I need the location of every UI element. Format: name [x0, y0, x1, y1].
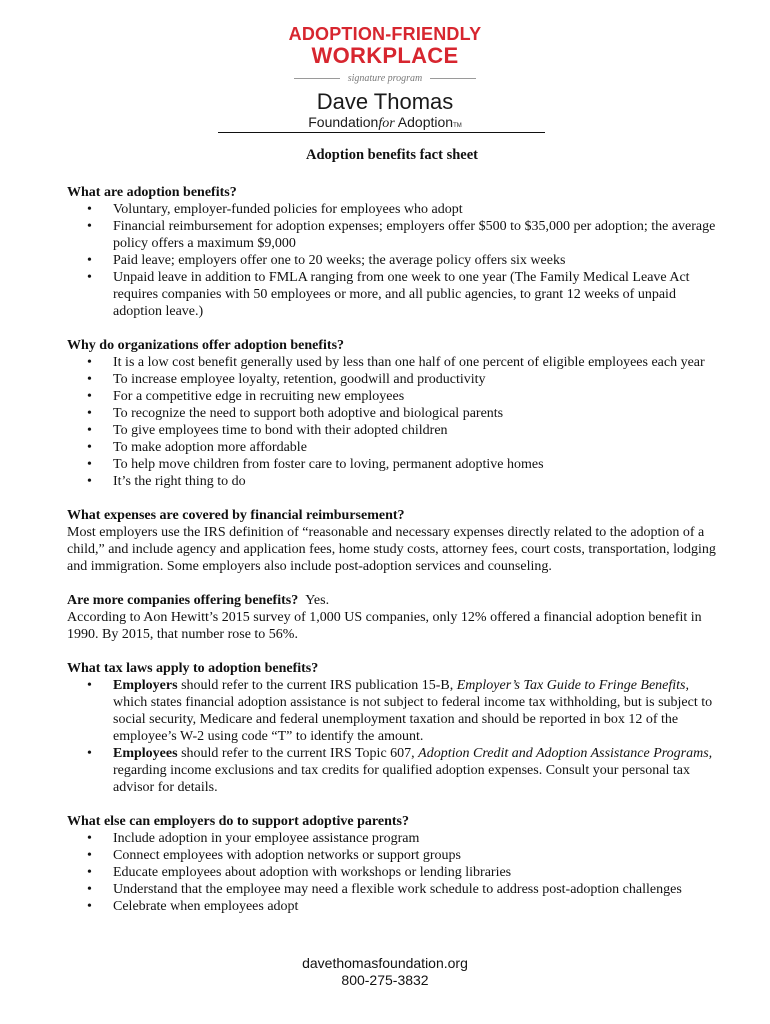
list-item-text: To make adoption more affordable — [113, 440, 307, 455]
bullet-list — [67, 201, 717, 320]
bullet-icon: • — [87, 474, 92, 489]
list-item — [67, 354, 717, 371]
section-heading: What are adoption benefits? — [67, 185, 237, 200]
section-more-companies — [67, 592, 717, 643]
list-item — [67, 371, 717, 388]
list-item-text: Celebrate when employees adopt — [113, 899, 299, 914]
employers-text-a: should refer to the current IRS publication 15-B, — [181, 678, 454, 693]
list-item-text: To increase employee loyalty, retention, goodwill and productivity — [113, 372, 486, 387]
list-item — [67, 864, 717, 881]
employees-topic-title: Adoption Credit and Adoption Assistance Programs, — [418, 746, 713, 761]
bullet-icon: • — [87, 219, 92, 234]
list-item — [67, 269, 717, 320]
list-item-text: Paid leave; employers offer one to 20 weeks; the average policy offers six weeks — [113, 253, 566, 268]
list-item-text: To help move children from foster care to loving, permanent adoptive homes — [113, 457, 544, 472]
employers-publication-title: Employer’s Tax Guide to Fringe Benefits, — [456, 678, 690, 693]
bullet-icon: • — [87, 270, 92, 285]
bullet-icon: • — [87, 372, 92, 387]
bullet-list — [67, 677, 717, 796]
foundation-adoption: Adoption — [397, 114, 454, 130]
dave-thomas-foundation-logo — [0, 90, 770, 134]
section-what-are-benefits — [67, 184, 717, 320]
employers-text-b: which states financial adoption assistance is not subject to federal income tax withholding, but is subject to social security, Medicare and federal unemployment taxation and should be reported in box 12 of the employee’s W-2 using code “T” to identify the amount. — [113, 695, 713, 744]
heading-question: Are more companies offering benefits? — [67, 593, 299, 608]
section-heading: What expenses are covered by financial reimbursement? — [67, 508, 405, 523]
bullet-icon: • — [87, 899, 92, 914]
employers-label: Employers — [113, 678, 178, 693]
section-what-else — [67, 813, 717, 915]
employees-text-a: should refer to the current IRS Topic 607, — [181, 746, 415, 761]
fact-sheet-content — [67, 145, 717, 932]
bullet-icon: • — [87, 831, 92, 846]
list-item-text: It’s the right thing to do — [113, 474, 246, 489]
list-item — [67, 218, 717, 252]
list-item — [67, 439, 717, 456]
list-item-text: Include adoption in your employee assistance program — [113, 831, 420, 846]
foundation-for: for — [378, 116, 395, 131]
divider — [430, 78, 476, 79]
list-item — [67, 422, 717, 439]
bullet-icon: • — [87, 457, 92, 472]
page-title: Adoption benefits fact sheet — [306, 147, 478, 163]
list-item — [67, 677, 717, 745]
section-paragraph: Most employers use the IRS definition of “reasonable and necessary expenses directly related to the adoption of a child,” and include agency and application fees, home study costs, attorney fees, court costs, transportation, lodging and immigration. Some employers also include post-adoption services and counseling. — [67, 525, 716, 574]
list-item — [67, 456, 717, 473]
list-item-text: To give employees time to bond with their adopted children — [113, 423, 448, 438]
bullet-icon: • — [87, 678, 92, 693]
list-item — [67, 830, 717, 847]
list-item — [67, 881, 717, 898]
list-item-text: Educate employees about adoption with workshops or lending libraries — [113, 865, 512, 880]
bullet-list — [67, 830, 717, 915]
heading-answer: Yes. — [305, 593, 330, 608]
bullet-icon: • — [87, 440, 92, 455]
bullet-icon: • — [87, 389, 92, 404]
bullet-icon: • — [87, 848, 92, 863]
divider — [294, 78, 340, 79]
signature-program-row — [0, 71, 770, 85]
section-heading: What else can employers do to support adoptive parents? — [67, 814, 409, 829]
list-item-text: Voluntary, employer-funded policies for employees who adopt — [113, 202, 463, 217]
bullet-icon: • — [87, 202, 92, 217]
list-item — [67, 898, 717, 915]
list-item — [67, 847, 717, 864]
header-logos — [0, 24, 770, 134]
list-item — [67, 745, 717, 796]
list-item — [67, 473, 717, 490]
foundation-subtitle — [0, 114, 770, 134]
list-item — [67, 201, 717, 218]
list-item-text: For a competitive edge in recruiting new employees — [113, 389, 405, 404]
list-item-text: Unpaid leave in addition to FMLA ranging from one week to one year (The Family Medical Leave Act requires companies with 50 employees or more, and all public agencies, to grant 12 weeks of unpaid adoption leave.) — [113, 270, 690, 319]
section-heading: What tax laws apply to adoption benefits? — [67, 661, 319, 676]
employees-text-b: regarding income exclusions and tax credits for qualified adoption expenses. Consult your personal tax advisor for details. — [113, 763, 690, 795]
employees-label: Employees — [113, 746, 178, 761]
bullet-icon: • — [87, 253, 92, 268]
list-item-text: It is a low cost benefit generally used by less than one half of one percent of eligible employees each year — [113, 355, 705, 370]
section-why-offer-benefits — [67, 337, 717, 490]
list-item-text: Understand that the employee may need a flexible work schedule to address post-adoption challenges — [113, 882, 682, 897]
bullet-icon: • — [87, 882, 92, 897]
logo-line-2: WORKPLACE — [311, 43, 459, 68]
logo-line-1: ADOPTION-FRIENDLY — [288, 24, 482, 44]
adoption-friendly-workplace-logo — [0, 24, 770, 85]
bullet-icon: • — [87, 746, 92, 761]
bullet-list — [67, 354, 717, 490]
header-divider — [218, 132, 545, 133]
trademark-mark: TM — [453, 123, 462, 129]
footer-website-link[interactable]: davethomasfoundation.org — [302, 955, 468, 971]
footer-contact — [0, 955, 770, 989]
section-heading — [67, 592, 717, 609]
list-item-text: Financial reimbursement for adoption expenses; employers offer $500 to $35,000 per adoption; the average policy offers a maximum $9,000 — [113, 219, 716, 251]
list-item — [67, 252, 717, 269]
bullet-icon: • — [87, 406, 92, 421]
bullet-icon: • — [87, 423, 92, 438]
signature-program-label: signature program — [347, 72, 423, 84]
section-paragraph: According to Aon Hewitt’s 2015 survey of 1,000 US companies, only 12% offered a financial adoption benefit in 1990. By 2015, that number rose to 56%. — [67, 610, 702, 642]
section-tax-laws — [67, 660, 717, 796]
list-item — [67, 405, 717, 422]
section-expenses-covered — [67, 507, 717, 575]
bullet-icon: • — [87, 355, 92, 370]
list-item — [67, 388, 717, 405]
footer-phone: 800-275-3832 — [341, 972, 429, 988]
section-heading: Why do organizations offer adoption benefits? — [67, 338, 345, 353]
foundation-word: Foundation — [308, 114, 379, 130]
list-item-text: Connect employees with adoption networks or support groups — [113, 848, 462, 863]
bullet-icon: • — [87, 865, 92, 880]
list-item-text: To recognize the need to support both adoptive and biological parents — [113, 406, 504, 421]
foundation-name: Dave Thomas — [316, 89, 454, 114]
